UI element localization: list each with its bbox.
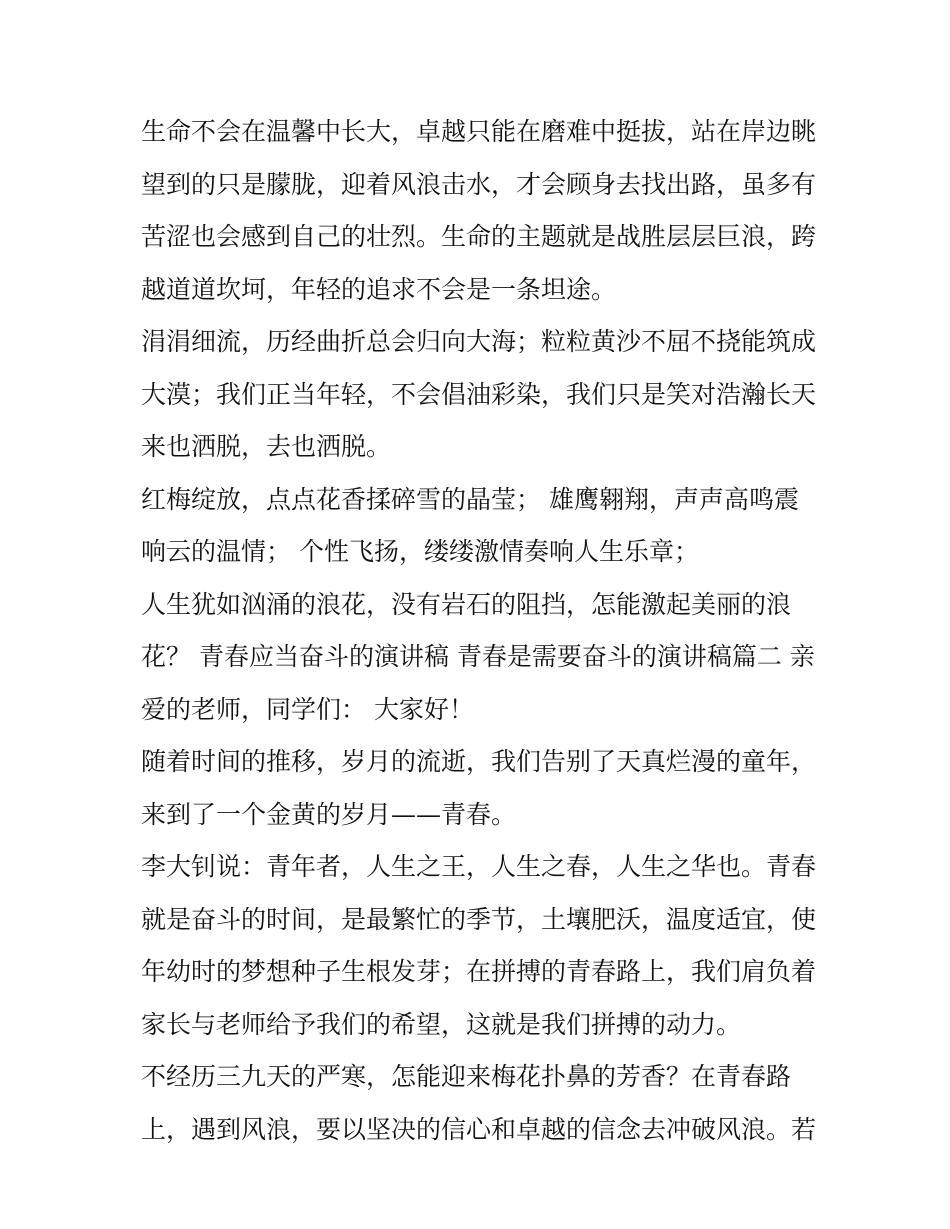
text-line: 人生犹如汹涌的浪花，没有岩石的阻挡，怎能激起美丽的浪 <box>141 589 792 619</box>
body-text <box>141 106 821 1156</box>
text-line: 越道道坎坷，年轻的追求不会是一条坦途。 <box>141 274 617 304</box>
text-line: 就是奋斗的时间，是最繁忙的季节，土壤肥沃，温度适宜，使 <box>141 904 817 934</box>
text-line: 生命不会在温馨中长大，卓越只能在磨难中挺拔，站在岸边眺 <box>141 117 817 146</box>
text-line: 爱的老师，同学们： 大家好！ <box>141 694 474 724</box>
text-line: 大漠；我们正当年轻，不会倡油彩染，我们只是笑对浩瀚长天 <box>141 379 817 409</box>
text-line: 上，遇到风浪，要以坚决的信心和卓越的信念去冲破风浪。若 <box>141 1114 817 1144</box>
text-line: 李大钊说：青年者，人生之王，人生之春，人生之华也。青春 <box>141 852 817 881</box>
text-line: 随着时间的推移，岁月的流逝，我们告别了天真烂漫的童年， <box>141 747 817 776</box>
text-line: 望到的只是朦胧，迎着风浪击水，才会顾身去找出路，虽多有 <box>141 169 817 199</box>
text-line: 家长与老师给予我们的希望，这就是我们拼搏的动力。 <box>141 1009 742 1039</box>
text-line: 不经历三九天的严寒，怎能迎来梅花扑鼻的芳香？在青春路 <box>141 1062 792 1091</box>
text-line: 来也洒脱，去也洒脱。 <box>141 432 392 461</box>
text-line: 来到了一个金黄的岁月——青春。 <box>141 799 517 829</box>
text-line: 苦涩也会感到自己的壮烈。生命的主题就是战胜层层巨浪，跨 <box>141 222 817 251</box>
text-line: 红梅绽放，点点花香揉碎雪的晶莹； 雄鹰翱翔，声声高鸣震 <box>141 484 799 514</box>
text-line: 响云的温情； 个性飞扬，缕缕激情奏响人生乐章； <box>141 537 699 566</box>
text-line: 年幼时的梦想种子生根发芽；在拼搏的青春路上，我们肩负着 <box>141 957 817 986</box>
text-line: 涓涓细流，历经曲折总会归向大海；粒粒黄沙不屈不挠能筑成 <box>141 327 817 356</box>
text-line: 花？ 青春应当奋斗的演讲稿 青春是需要奋斗的演讲稿篇二 亲 <box>141 642 815 671</box>
